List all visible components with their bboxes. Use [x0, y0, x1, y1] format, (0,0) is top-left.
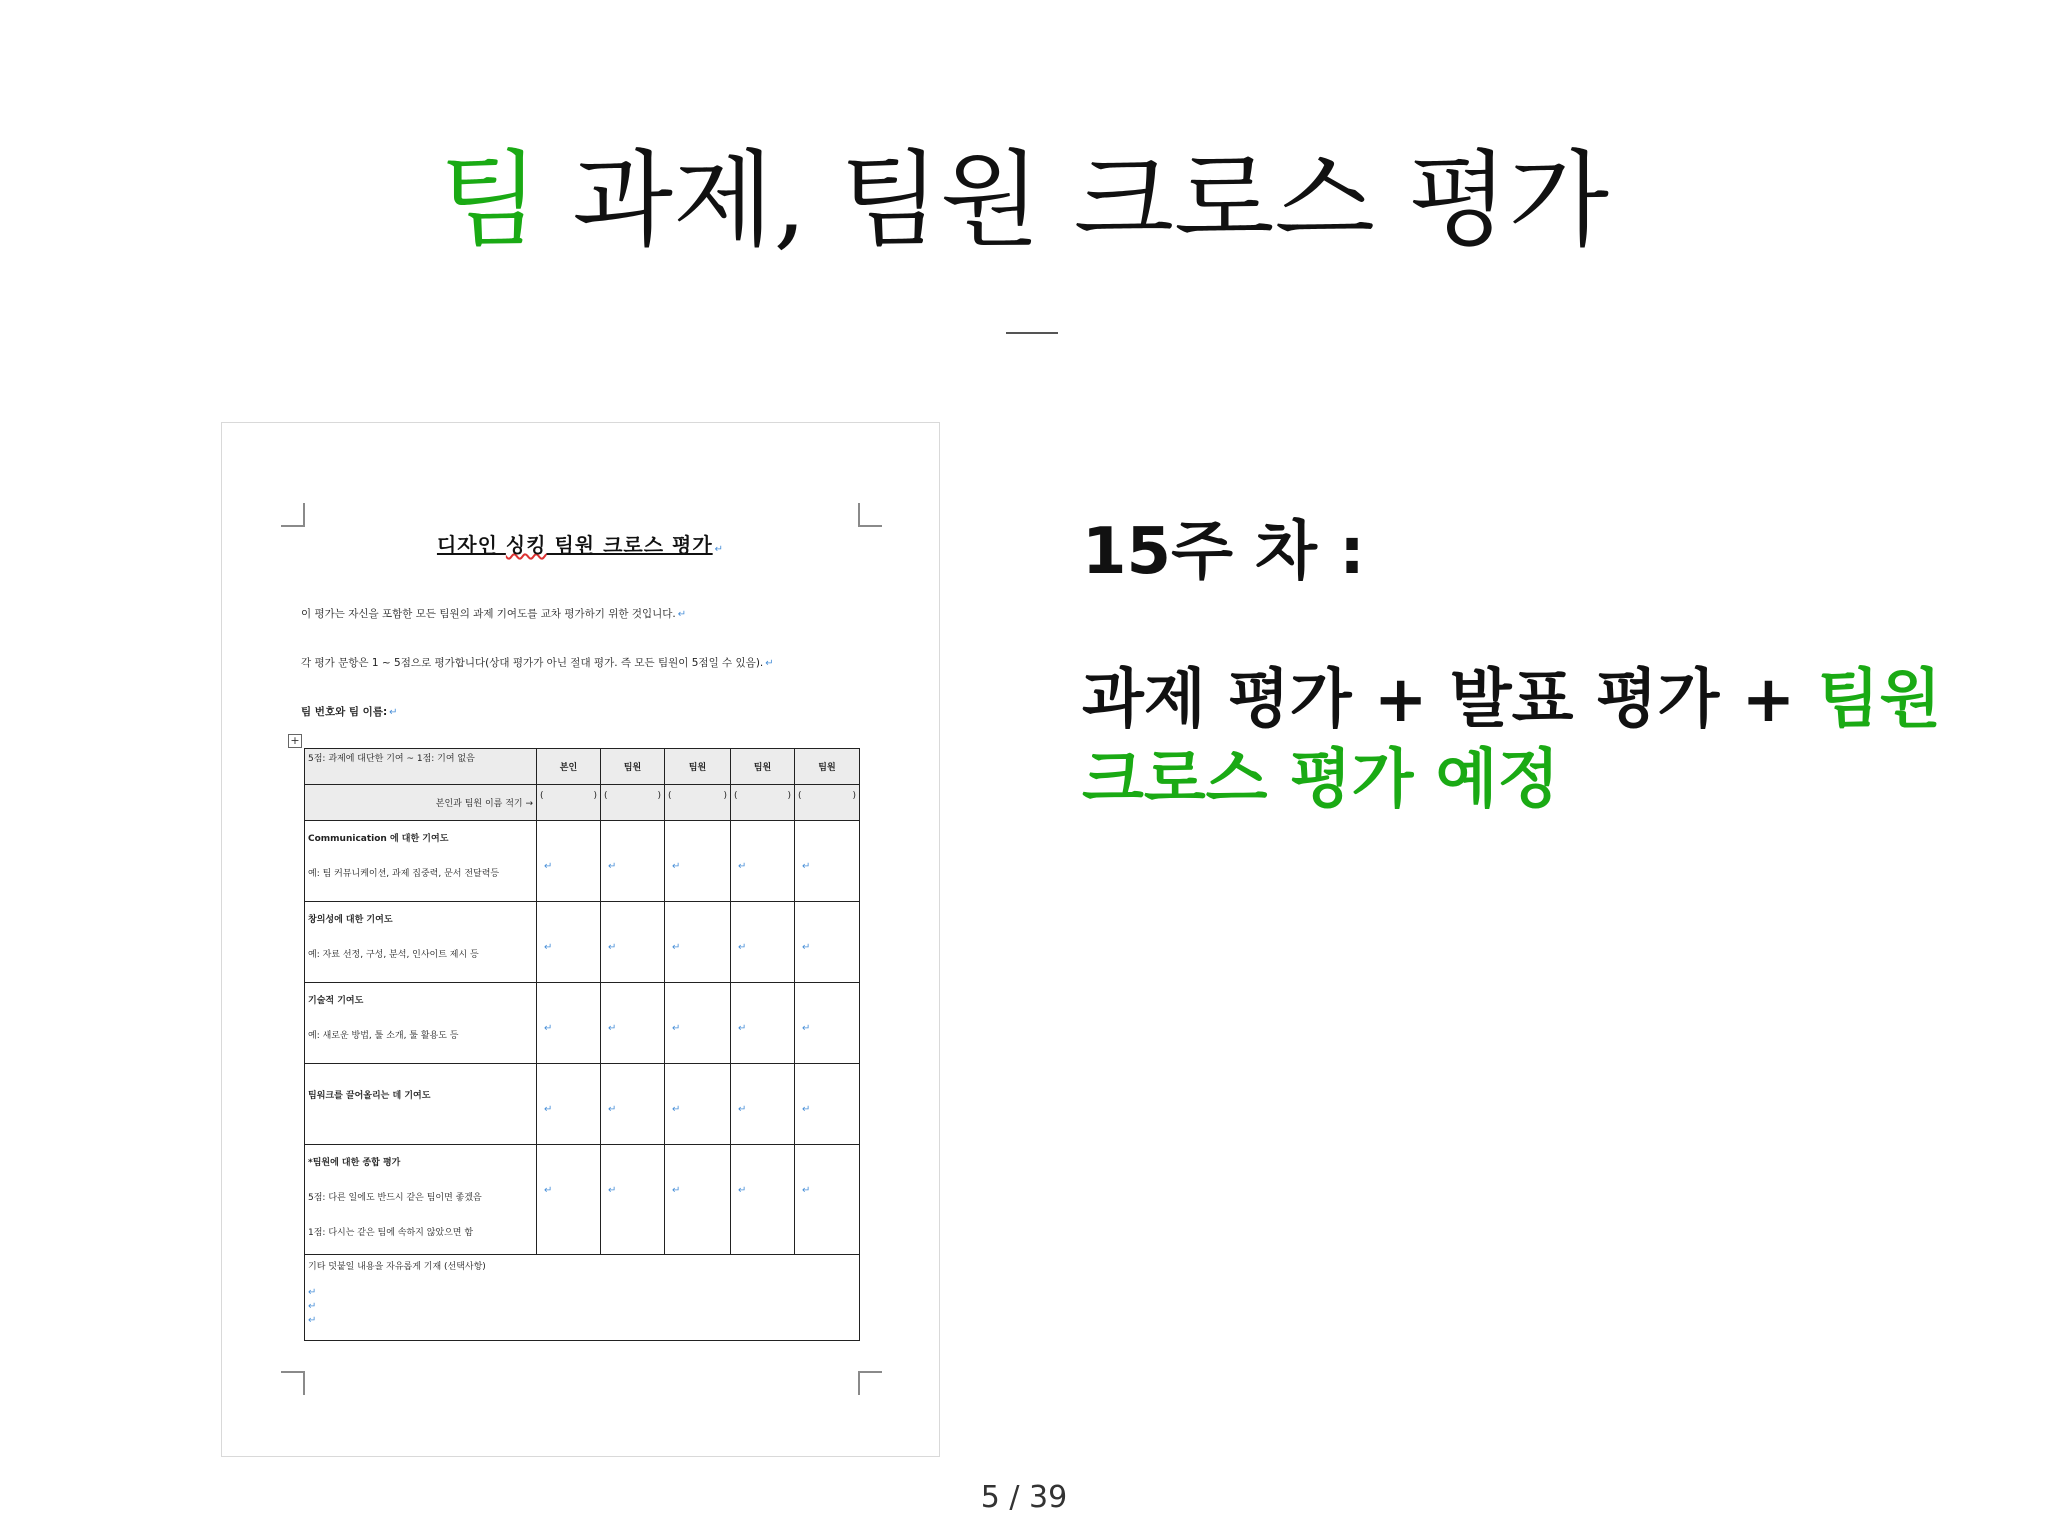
- score-cell[interactable]: ↵: [665, 1064, 731, 1145]
- name-input-cell[interactable]: ( ): [537, 785, 601, 821]
- table-move-handle-icon[interactable]: +: [288, 734, 302, 748]
- summary-green-text: 팀원 크로스 평가 예정: [1082, 663, 1942, 817]
- criterion-title: Communication 에 대한 기여도: [308, 834, 449, 844]
- overall-title: *팀원에 대한 종합 평가: [308, 1158, 401, 1168]
- intro-text: 이 평가는 자신을 포함한 모든 팀원의 과제 기여도를 교차 평가하기 위한 것입니다.: [301, 608, 676, 620]
- paragraph-mark-icon: ↵: [765, 658, 774, 669]
- criterion-cell: [305, 983, 537, 1064]
- evaluation-summary: [1082, 660, 2002, 820]
- document-scale-line: [301, 655, 774, 670]
- score-cell[interactable]: ↵: [601, 983, 665, 1064]
- criterion-cell: [305, 902, 537, 983]
- document-title: [222, 529, 939, 558]
- criterion-title: 팀워크를 끌어올리는 데 기여도: [308, 1091, 431, 1101]
- score-cell[interactable]: ↵: [537, 1064, 601, 1145]
- criterion-cell: [305, 1064, 537, 1145]
- score-cell[interactable]: ↵: [731, 1064, 795, 1145]
- table-row: [305, 1145, 860, 1255]
- summary-black-text: 과제 평가 + 발표 평가 +: [1082, 663, 1818, 737]
- name-input-cell[interactable]: ( ): [601, 785, 665, 821]
- score-cell[interactable]: ↵: [601, 1145, 665, 1255]
- column-header: 팀원: [731, 749, 795, 785]
- page-number: 5 / 39: [980, 1480, 1068, 1515]
- score-cell[interactable]: ↵: [537, 821, 601, 902]
- overall-high: 5점: 다른 일에도 반드시 같은 팀이면 좋겠음: [308, 1193, 482, 1203]
- name-input-cell[interactable]: ( ): [731, 785, 795, 821]
- comment-row: [305, 1255, 860, 1341]
- score-cell[interactable]: ↵: [601, 821, 665, 902]
- team-name-line: [301, 704, 398, 719]
- table-row: [305, 983, 860, 1064]
- comment-cell[interactable]: [305, 1255, 860, 1341]
- table-row: [305, 1064, 860, 1145]
- table-row: [305, 902, 860, 983]
- score-cell[interactable]: ↵: [731, 902, 795, 983]
- score-cell[interactable]: ↵: [795, 1145, 860, 1255]
- criterion-title: 기술적 기여도: [308, 996, 364, 1006]
- column-header: 팀원: [665, 749, 731, 785]
- crop-mark-bottom-left: [281, 1371, 305, 1395]
- crop-mark-top-right: [858, 503, 882, 527]
- week-label: 15주 차 :: [1082, 515, 1365, 589]
- paragraph-mark-icon: ↵: [308, 1315, 317, 1326]
- score-cell[interactable]: ↵: [795, 821, 860, 902]
- scale-note: 5점: 과제에 대단한 기여 ~ 1점: 기여 없음: [308, 754, 475, 764]
- criterion-title: 창의성에 대한 기여도: [308, 915, 393, 925]
- overall-cell: [305, 1145, 537, 1255]
- document-thumbnail: [221, 422, 940, 1457]
- slide-title-rest: 과제, 팀원 크로스 평가: [539, 139, 1609, 261]
- paragraph-mark-icon: ↵: [714, 544, 725, 555]
- criterion-example: 예: 새로운 방법, 툴 소개, 툴 활용도 등: [308, 1031, 459, 1041]
- score-cell[interactable]: ↵: [665, 821, 731, 902]
- crop-mark-bottom-right: [858, 1371, 882, 1395]
- score-cell[interactable]: ↵: [731, 821, 795, 902]
- criterion-example: 예: 팀 커뮤니케이션, 과제 집중력, 문서 전달력등: [308, 869, 500, 879]
- document-title-part1: 디자인: [436, 533, 506, 557]
- column-header: 팀원: [601, 749, 665, 785]
- criterion-example: 예: 자료 선정, 구성, 분석, 인사이트 제시 등: [308, 950, 479, 960]
- table-names-row: [305, 785, 860, 821]
- slide-title: [0, 135, 2048, 265]
- score-cell[interactable]: ↵: [537, 1145, 601, 1255]
- table-row: [305, 821, 860, 902]
- comment-label: 기타 덧붙일 내용을 자유롭게 기재 (선택사항): [308, 1262, 486, 1272]
- slide-title-highlight: 팀: [439, 139, 540, 261]
- score-cell[interactable]: ↵: [665, 902, 731, 983]
- paragraph-mark-icon: ↵: [677, 609, 687, 620]
- column-header: 본인: [537, 749, 601, 785]
- scale-note-cell: [305, 749, 537, 785]
- score-cell[interactable]: ↵: [665, 983, 731, 1064]
- score-cell[interactable]: ↵: [731, 983, 795, 1064]
- score-cell[interactable]: ↵: [537, 902, 601, 983]
- table-header-row: [305, 749, 860, 785]
- name-input-cell[interactable]: ( ): [795, 785, 860, 821]
- team-name-label: 팀 번호와 팀 이름:: [301, 706, 388, 718]
- paragraph-mark-icon: ↵: [308, 1287, 317, 1298]
- evaluation-table: [304, 748, 860, 1341]
- title-divider: [1006, 332, 1058, 334]
- paragraph-mark-icon: ↵: [308, 1301, 317, 1312]
- score-cell[interactable]: ↵: [795, 902, 860, 983]
- names-note: 본인과 팀원 이름 적기 →: [435, 799, 533, 809]
- score-cell[interactable]: ↵: [795, 1064, 860, 1145]
- score-cell[interactable]: ↵: [731, 1145, 795, 1255]
- document-title-part2: 싱킹: [505, 533, 547, 557]
- score-cell[interactable]: ↵: [601, 1064, 665, 1145]
- names-note-cell: [305, 785, 537, 821]
- scale-text: 각 평가 문항은 1 ~ 5점으로 평가합니다(상대 평가가 아닌 절대 평가. 즉 모든 팀원이 5점일 수 있음).: [301, 657, 764, 669]
- name-input-cell[interactable]: ( ): [665, 785, 731, 821]
- score-cell[interactable]: ↵: [795, 983, 860, 1064]
- paragraph-mark-icon: ↵: [389, 707, 398, 718]
- overall-low: 1점: 다시는 같은 팀에 속하지 않았으면 함: [308, 1228, 474, 1238]
- crop-mark-top-left: [281, 503, 305, 527]
- document-intro-line: [301, 606, 686, 621]
- criterion-cell: [305, 821, 537, 902]
- column-header: 팀원: [795, 749, 860, 785]
- score-cell[interactable]: ↵: [601, 902, 665, 983]
- score-cell[interactable]: ↵: [665, 1145, 731, 1255]
- document-title-part3: 팀원 크로스 평가: [546, 533, 713, 557]
- score-cell[interactable]: ↵: [537, 983, 601, 1064]
